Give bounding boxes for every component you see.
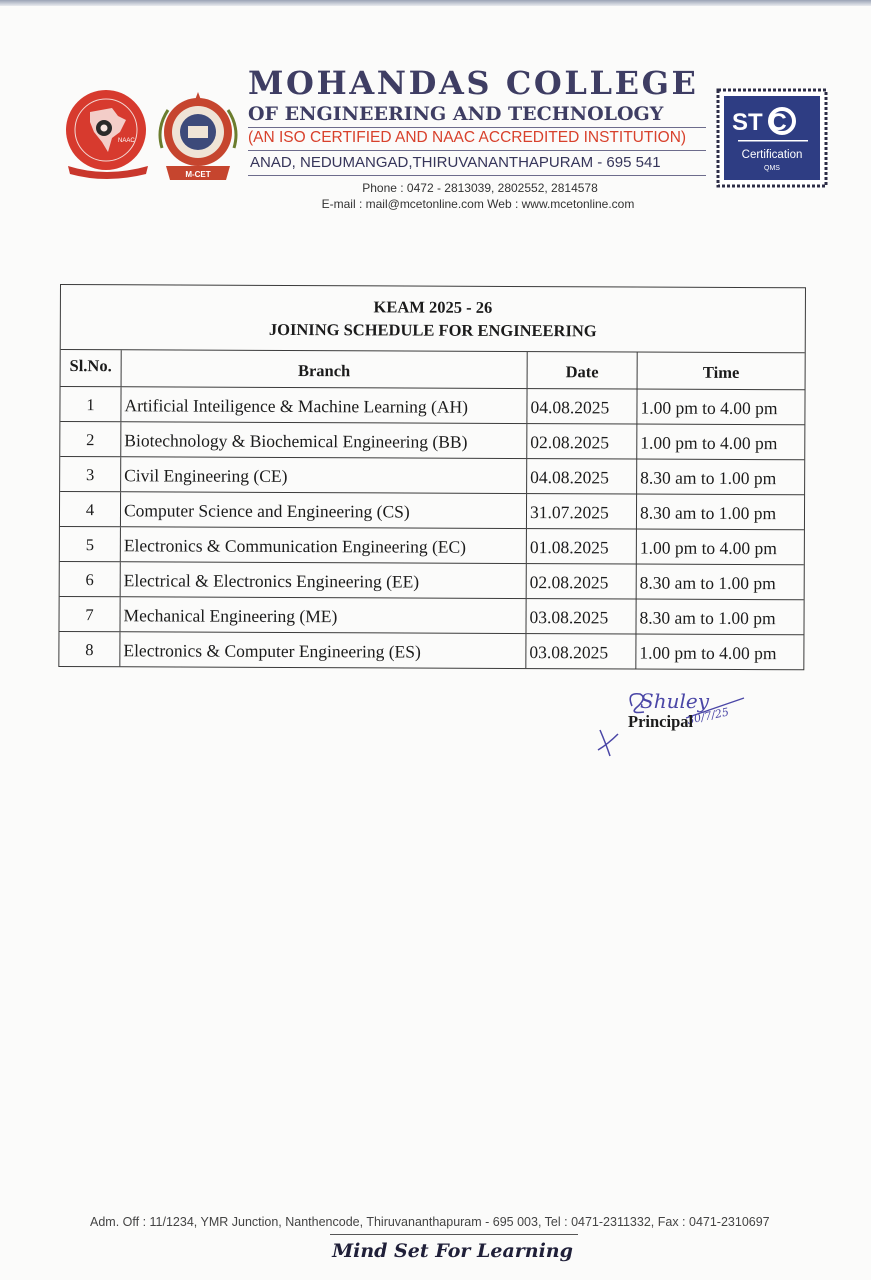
schedule-title-line1: KEAM 2025 - 26 (373, 297, 493, 317)
accreditation-line: (AN ISO CERTIFIED AND NAAC ACCREDITED INSTITUTION) (248, 129, 687, 146)
cell-sl-no: 1 (60, 387, 121, 421)
svg-text:30/7/25: 30/7/25 (685, 705, 731, 727)
svg-text:NAAC: NAAC (118, 138, 135, 144)
cell-date: 01.08.2025 (527, 529, 637, 563)
footer-address: Adm. Off : 11/1234, YMR Junction, Nanthencode, Thiruvananthapuram - 695 003, Tel : 0471-2311332, Fax : 0471-2310697 (90, 1215, 770, 1229)
cell-branch: Electrical & Electronics Engineering (EE) (121, 562, 527, 598)
table-row (59, 632, 803, 669)
table-row (60, 457, 804, 495)
cell-branch: Electronics & Communication Engineering (EC) (121, 527, 527, 563)
svg-text:Shuley: Shuley (640, 689, 709, 713)
svg-text:QMS: QMS (764, 165, 780, 172)
cell-date: 03.08.2025 (526, 599, 636, 633)
cell-sl-no: 3 (60, 457, 121, 491)
schedule-title-line2: JOINING SCHEDULE FOR ENGINEERING (268, 319, 597, 341)
stqc-certification-logo (716, 88, 828, 188)
cell-sl-no: 6 (60, 562, 121, 596)
svg-text:ST C: ST C (732, 109, 787, 136)
footer-divider (330, 1234, 578, 1235)
table-row (60, 562, 804, 600)
cell-branch: Mechanical Engineering (ME) (120, 597, 526, 633)
cell-time: 8.30 am to 1.00 pm (639, 572, 776, 594)
svg-text:M-CET: M-CET (185, 170, 211, 179)
cell-date: 04.08.2025 (527, 389, 637, 423)
letterhead-divider (248, 175, 706, 176)
joining-schedule-table (58, 284, 806, 670)
svg-text:Certification: Certification (741, 149, 803, 161)
page-top-edge (0, 0, 871, 6)
contact-phone: Phone : 0472 - 2813039, 2802552, 2814578 (362, 181, 598, 195)
cell-time: 1.00 pm to 4.00 pm (639, 537, 777, 559)
college-name: MOHANDAS COLLEGE (248, 64, 699, 102)
table-row (60, 492, 804, 530)
cell-branch: Civil Engineering (CE) (121, 457, 527, 493)
table-header-row (61, 350, 805, 390)
cell-sl-no: 5 (60, 527, 121, 561)
cell-time: 8.30 am to 1.00 pm (639, 607, 776, 629)
cell-branch: Biotechnology & Biochemical Engineering (BB) (121, 422, 527, 458)
footer-tagline: Mind Set For Learning (332, 1240, 573, 1262)
cell-sl-no: 4 (60, 492, 121, 526)
cell-time: 8.30 am to 1.00 pm (640, 467, 777, 489)
cell-branch: Artificial Inteiligence & Machine Learning (AH) (121, 387, 527, 423)
college-subtitle: OF ENGINEERING AND TECHNOLOGY (248, 103, 664, 125)
cell-date: 02.08.2025 (527, 424, 637, 458)
cell-sl-no: 2 (60, 422, 121, 456)
cell-time: 1.00 pm to 4.00 pm (640, 432, 778, 454)
schedule-title (61, 285, 805, 353)
cell-sl-no: 8 (59, 632, 120, 666)
cell-date: 04.08.2025 (527, 459, 637, 493)
principal-designation: Principal (628, 712, 694, 731)
college-address: ANAD, NEDUMANGAD,THIRUVANANTHAPURAM - 695 541 (250, 154, 661, 171)
cell-date: 31.07.2025 (527, 494, 637, 528)
header-time: Time (702, 362, 740, 382)
mcet-emblem-logo (152, 88, 244, 188)
cell-time: 1.00 pm to 4.00 pm (639, 642, 777, 664)
contact-email-web: E-mail : mail@mcetonline.com Web : www.mcetonline.com (321, 197, 635, 211)
cell-sl-no: 7 (59, 597, 120, 631)
table-row (60, 527, 804, 565)
cell-date: 02.08.2025 (527, 564, 637, 598)
cell-date: 03.08.2025 (526, 634, 636, 668)
cell-branch: Computer Science and Engineering (CS) (121, 492, 527, 528)
header-branch: Branch (122, 350, 528, 388)
cell-branch: Electronics & Computer Engineering (ES) (120, 632, 526, 668)
table-row (60, 422, 804, 460)
letterhead-divider (248, 150, 706, 151)
table-row (59, 597, 803, 635)
table-row (60, 387, 804, 425)
cell-time: 8.30 am to 1.00 pm (639, 502, 777, 524)
letterhead-divider (248, 127, 706, 128)
header-date: Date (528, 352, 638, 388)
header-sl-no: Sl.No. (61, 350, 122, 386)
cell-time: 1.00 pm to 4.00 pm (640, 397, 778, 419)
naac-logo (60, 86, 156, 186)
